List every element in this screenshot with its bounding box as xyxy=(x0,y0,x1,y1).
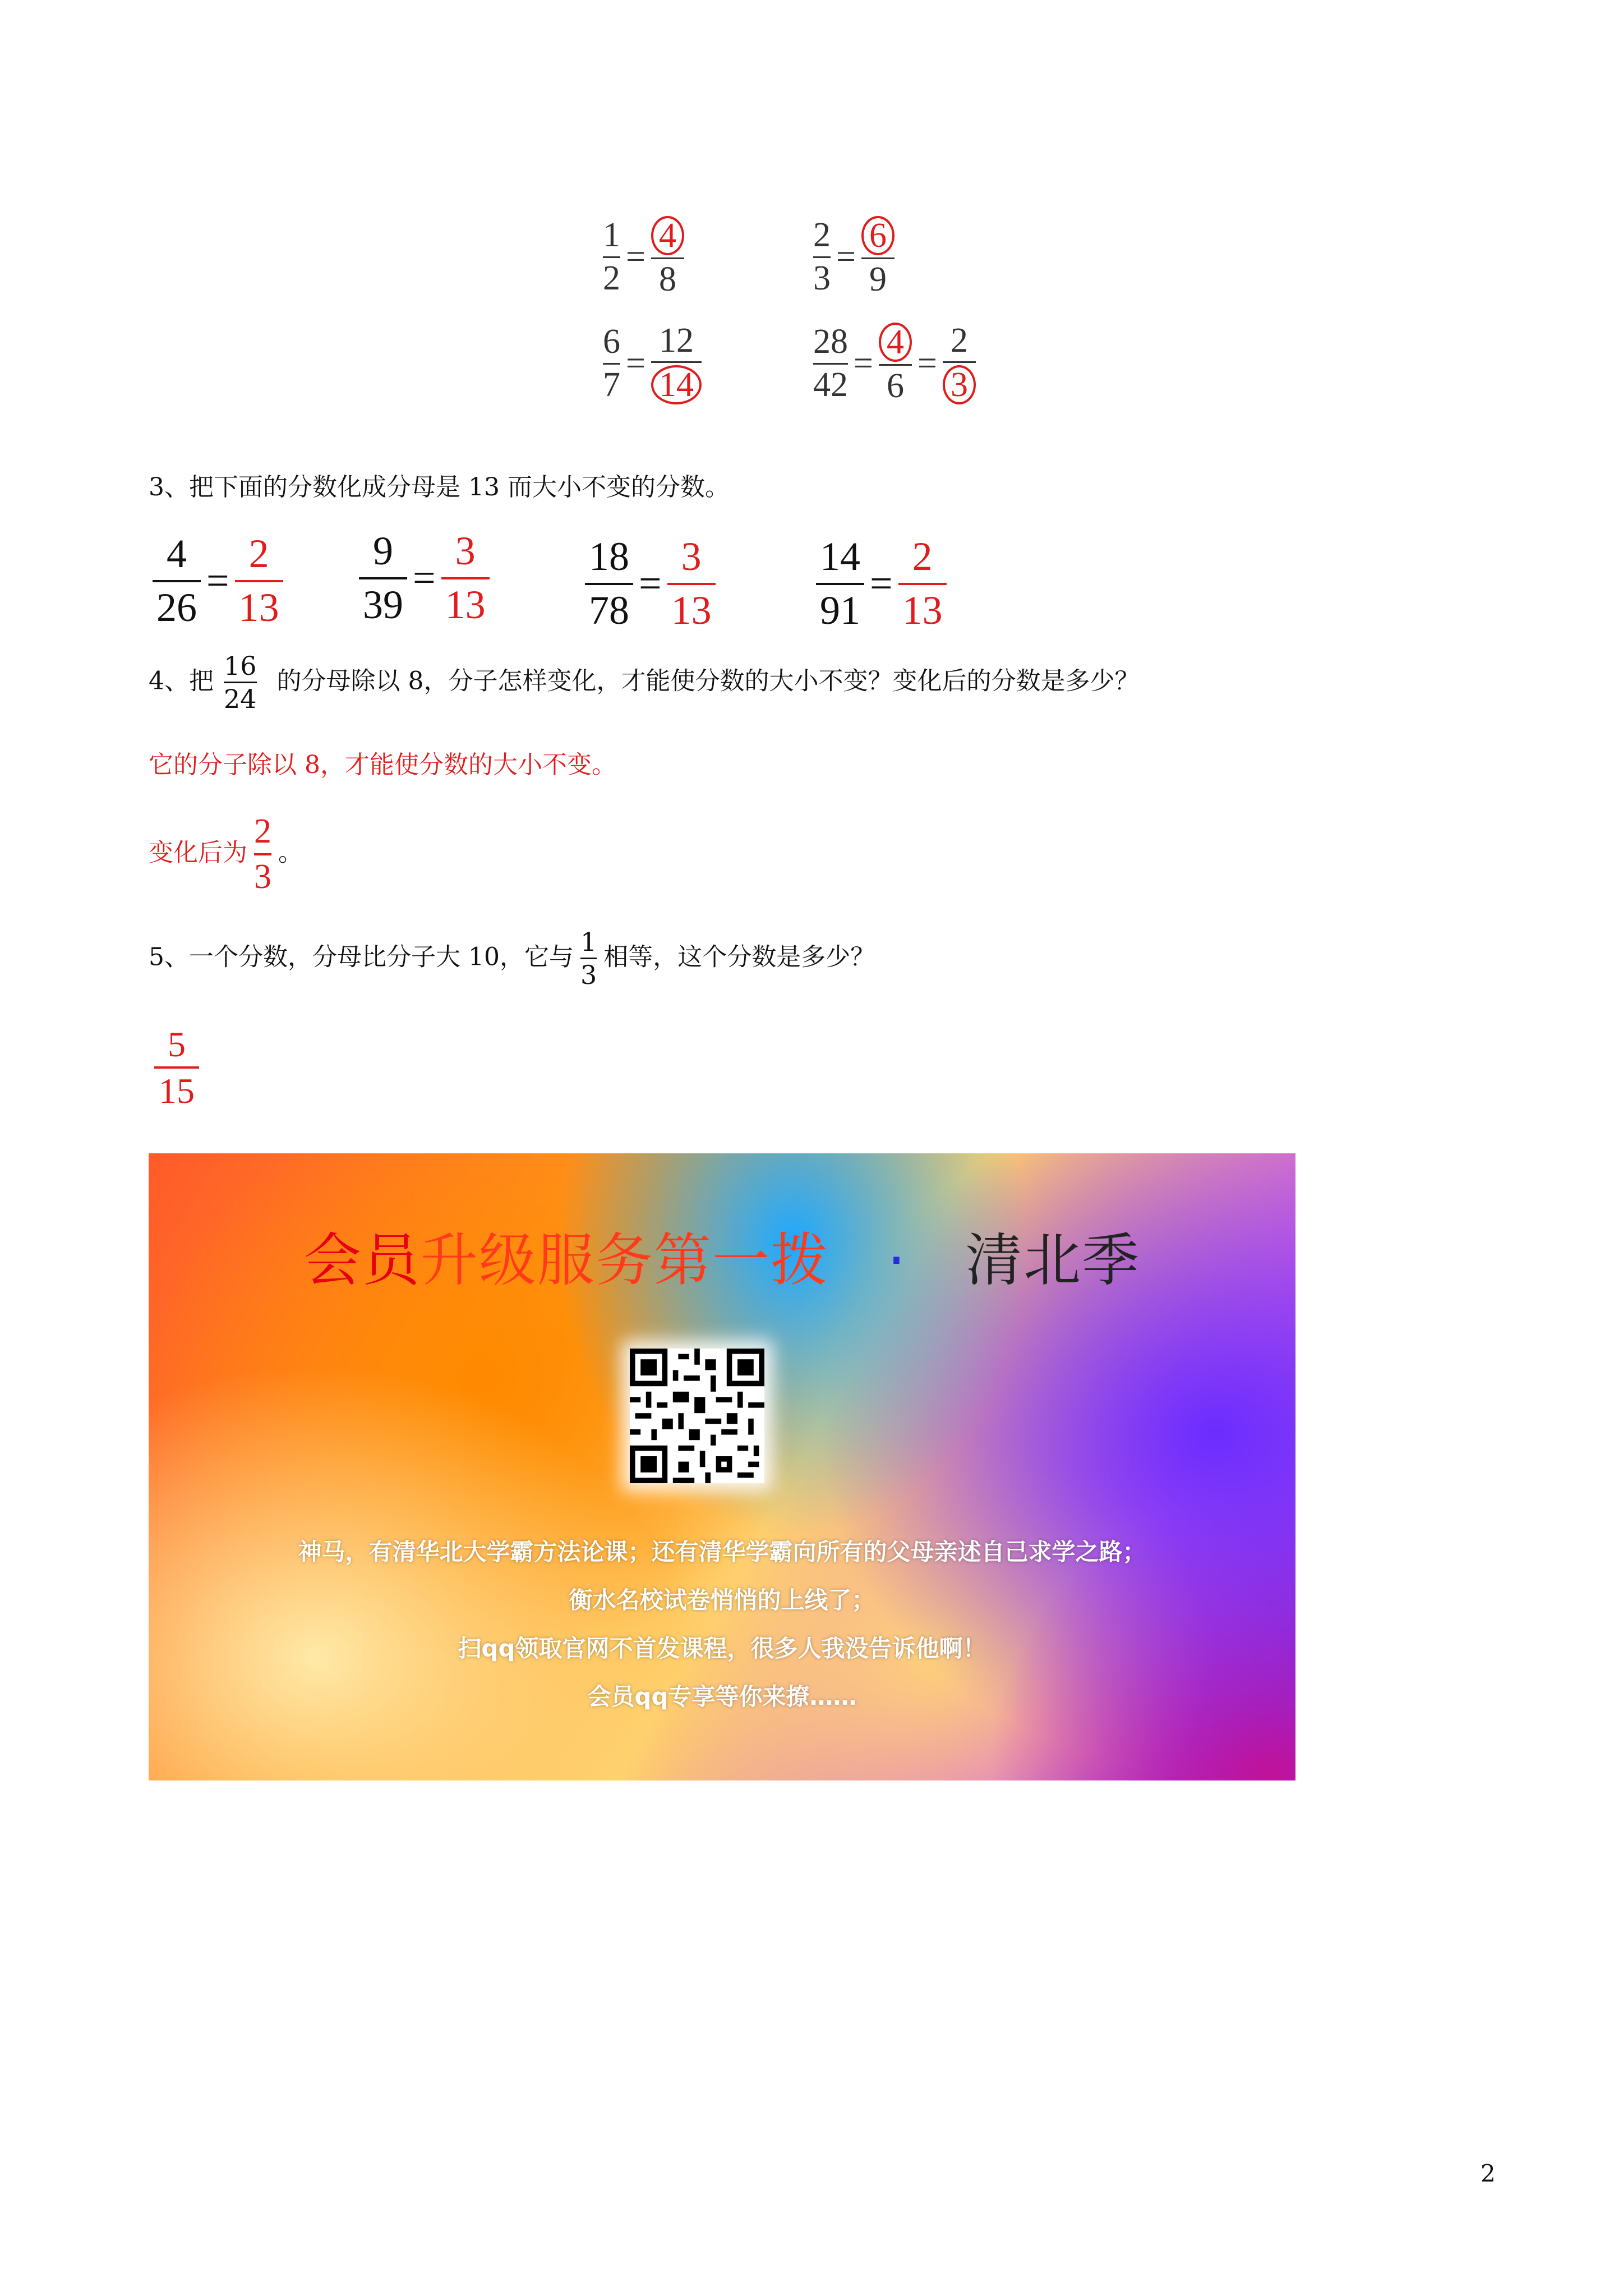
answer-fraction: $\frac{2}{3}$ xyxy=(254,812,271,896)
page-number: 2 xyxy=(1481,2160,1496,2187)
fraction: $\frac{14}{91}$ xyxy=(816,536,864,632)
fraction: $\frac{4}{8}$ xyxy=(651,216,684,298)
banner-title: 会员升级服务第一拨 · 清北季 xyxy=(303,1227,1141,1294)
fraction: $\frac{18}{78}$ xyxy=(585,536,633,632)
q3-prompt: 3、把下面的分数化成分母是 13 而大小不变的分数。 xyxy=(149,473,730,501)
q4-prompt: 4、把 $\frac{16}{24}$ 的分母除以 8，分子怎样变化，才能使分数的大小不变？变化后的分数是多少？ xyxy=(149,651,1140,715)
answer-fraction: $\frac{5}{15}$ xyxy=(154,1025,199,1110)
q4-answer-result: 变化后为 $\frac{2}{3}$ 。 xyxy=(149,812,303,896)
q5-prompt: 5、一个分数，分母比分子大 10，它与 $\frac{1}{3}$ 相等，这个分数是多少？ xyxy=(149,927,875,991)
promo-banner[interactable] xyxy=(149,1153,1295,1780)
q4-answer-line: 它的分子除以 8，才能使分数的大小不变。 xyxy=(149,751,616,779)
equation-2-3-eq-6-9: $\frac{2}{3}$ = $\frac{6}{9}$ xyxy=(813,216,895,298)
q5-answer xyxy=(154,1025,199,1110)
fraction: $\frac{4}{6}$ xyxy=(879,323,912,404)
fraction: $\frac{16}{24}$ xyxy=(224,651,257,715)
fraction: $\frac{12}{14}$ xyxy=(651,323,702,404)
answer-fraction: $\frac{3}{13}$ xyxy=(441,530,490,626)
qr-code-icon[interactable] xyxy=(630,1349,764,1483)
equation-28-42-eq-4-6-eq-2-3: $\frac{28}{42}$ = $\frac{4}{6}$ = $\frac{2}{3}$ xyxy=(813,323,976,404)
banner-line-4: 会员qq专享等你来撩…… xyxy=(587,1683,857,1710)
fraction: $\frac{1}{3}$ xyxy=(580,927,597,991)
fraction: $\frac{2}{3}$ xyxy=(813,216,831,297)
answer-fraction: $\frac{2}{13}$ xyxy=(898,536,947,632)
fraction: $\frac{4}{26}$ xyxy=(153,533,201,629)
fraction: $\frac{6}{7}$ xyxy=(603,323,620,404)
banner-line-2: 衡水名校试卷悄悄的上线了； xyxy=(569,1586,875,1614)
q3-answer-4: $\frac{14}{91}$ = $\frac{2}{13}$ xyxy=(816,536,947,632)
banner-line-3: 扫qq领取官网不首发课程，很多人我没告诉他啊！ xyxy=(458,1635,986,1662)
equation-6-7-eq-12-14: $\frac{6}{7}$ = $\frac{12}{14}$ xyxy=(603,323,702,404)
equation-1-2-eq-4-8: $\frac{1}{2}$ = $\frac{4}{8}$ xyxy=(603,216,684,298)
banner-line-1: 神马，有清华北大学霸方法论课；还有清华学霸向所有的父母亲述自己求学之路； xyxy=(298,1538,1146,1566)
fraction: $\frac{2}{3}$ xyxy=(943,323,976,404)
fraction: $\frac{9}{39}$ xyxy=(359,530,407,626)
q3-answer-2: $\frac{9}{39}$ = $\frac{3}{13}$ xyxy=(359,530,490,626)
answer-fraction: $\frac{2}{13}$ xyxy=(235,533,283,629)
q3-answer-1: $\frac{4}{26}$ = $\frac{2}{13}$ xyxy=(153,533,283,629)
q3-answer-3: $\frac{18}{78}$ = $\frac{3}{13}$ xyxy=(585,536,716,632)
answer-fraction: $\frac{3}{13}$ xyxy=(667,536,716,632)
fraction: $\frac{1}{2}$ xyxy=(603,216,620,297)
fraction: $\frac{28}{42}$ xyxy=(813,323,848,404)
fraction: $\frac{6}{9}$ xyxy=(861,216,895,298)
